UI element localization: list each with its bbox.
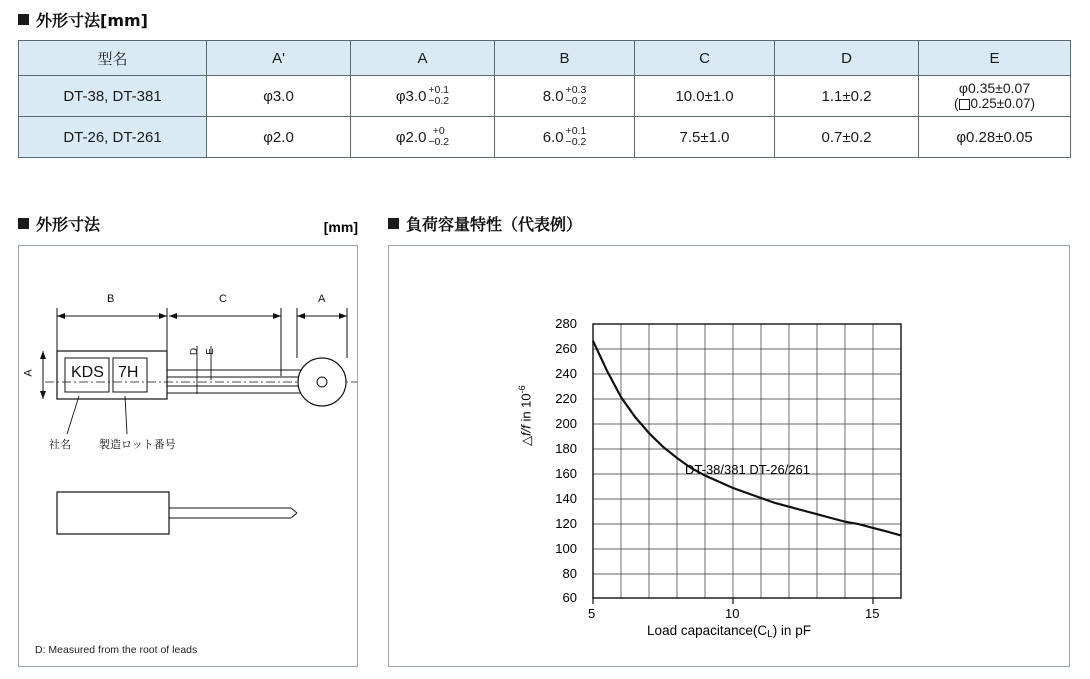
col-header-d: D xyxy=(775,41,919,76)
dimension-table-title: 外形寸法[mm] xyxy=(18,8,1070,31)
callout-brand-label: 社名 xyxy=(49,438,71,451)
cell-e: φ0.28±0.05 xyxy=(919,117,1071,158)
square-glyph-icon xyxy=(959,99,970,110)
cell-d: 1.1±0.2 xyxy=(775,76,919,117)
cell-c: 10.0±1.0 xyxy=(635,76,775,117)
y-tick-180: 180 xyxy=(555,441,577,456)
y-tick-60: 60 xyxy=(562,590,577,605)
outline-drawing-svg xyxy=(19,246,357,666)
dim-label-a-top: A xyxy=(318,293,326,305)
col-header-e: E xyxy=(919,41,1071,76)
outline-note: D: Measured from the root of leads xyxy=(35,644,198,656)
bullet-square-icon xyxy=(18,14,29,25)
bullet-square-icon xyxy=(18,218,29,229)
x-tick-15: 15 xyxy=(865,606,880,621)
cell-c: 7.5±1.0 xyxy=(635,117,775,158)
dim-label-b: B xyxy=(107,293,115,305)
dim-label-a-left: A xyxy=(22,369,35,377)
dim-label-c: C xyxy=(219,293,227,305)
outline-drawing-section xyxy=(18,212,358,667)
y-tick-240: 240 xyxy=(555,366,577,381)
chart-box xyxy=(388,245,1070,667)
col-header-c: C xyxy=(635,41,775,76)
dim-label-d: D xyxy=(189,347,201,356)
col-header-a: A xyxy=(351,41,495,76)
x-tick-10: 10 xyxy=(725,606,740,621)
y-tick-80: 80 xyxy=(562,566,577,581)
y-tick-280: 280 xyxy=(555,316,577,331)
cell-model: DT-26, DT-261 xyxy=(19,117,207,158)
cell-e-line2: ( 0.25±0.07) xyxy=(954,96,1035,112)
dimension-table xyxy=(18,40,1071,158)
cell-a-prime: φ2.0 xyxy=(207,117,351,158)
chart-svg xyxy=(389,246,1069,666)
y-tick-200: 200 xyxy=(555,416,577,431)
table-header-row xyxy=(19,41,1071,76)
marking-lot-text: 7H xyxy=(118,364,139,381)
cell-e-line1: φ0.35±0.07 xyxy=(958,79,1031,96)
x-axis-title: Load capacitance(CL) in pF xyxy=(647,623,811,640)
y-tick-140: 140 xyxy=(555,491,577,506)
y-tick-220: 220 xyxy=(555,391,577,406)
x-tick-5: 5 xyxy=(588,606,596,621)
y-tick-100: 100 xyxy=(555,541,577,556)
y-axis-title: △f/f in $10^{-6}$ xyxy=(517,385,534,446)
dim-label-e: E xyxy=(204,348,216,355)
y-tick-260: 260 xyxy=(555,341,577,356)
col-header-a-prime: A' xyxy=(207,41,351,76)
cell-d: 0.7±0.2 xyxy=(775,117,919,158)
marking-brand-text: KDS xyxy=(71,364,104,381)
cell-a: φ3.0 +0.1 −0.2 xyxy=(351,76,495,117)
col-header-b: B xyxy=(495,41,635,76)
cell-model: DT-38, DT-381 xyxy=(19,76,207,117)
outline-drawing-title: 外形寸法 xyxy=(18,212,100,235)
cell-a-prime: φ3.0 xyxy=(207,76,351,117)
graph-title: 負荷容量特性（代表例） xyxy=(388,212,582,235)
series-label: DT-38/381 DT-26/261 xyxy=(685,462,811,477)
dimension-table-section xyxy=(18,8,1070,158)
col-header-model: 型名 xyxy=(19,41,207,76)
cell-b: 8.0 +0.3 −0.2 xyxy=(495,76,635,117)
cell-e xyxy=(919,76,1071,117)
y-tick-160: 160 xyxy=(555,466,577,481)
table-row xyxy=(19,117,1071,158)
callout-lot-label: 製造ロット番号 xyxy=(99,438,176,451)
cell-b: 6.0 +0.1 −0.2 xyxy=(495,117,635,158)
load-capacitance-chart-section xyxy=(388,212,1070,667)
bullet-square-icon xyxy=(388,218,399,229)
cell-a: φ2.0 +0 −0.2 xyxy=(351,117,495,158)
y-tick-120: 120 xyxy=(555,516,577,531)
table-row xyxy=(19,76,1071,117)
outline-drawing-box xyxy=(18,245,358,667)
outline-unit-label: [mm] xyxy=(323,219,358,235)
